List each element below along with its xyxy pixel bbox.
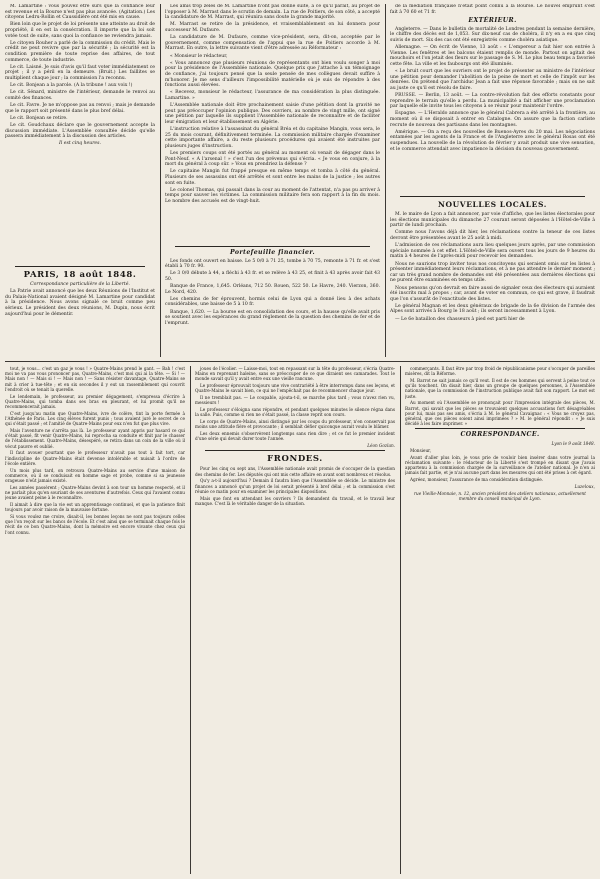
divider <box>15 266 145 267</box>
article-paragraph: L'instruction relative à l'assassinat du général Bréa et du capitaine Mangin, vous sera, le 25 du mois courant, définitivement terminée. La commission militaire chargée d'examiner cette importante affaire, a du reste plusieurs procédures qui avaient été instruites par plusieurs juges d'instruction. <box>165 127 380 149</box>
correspondance-title: CORRESPONDANCE. <box>460 431 540 439</box>
top-column-3 <box>390 4 595 192</box>
article-paragraph: M. Lamartine : vous pouvez être sûrs que la confiance leur est revenue et la Bourse n'est pas plus avancée. (Agitation.) Les citoyens Ledru-Rollin et Caussidière ont été mis en cause. <box>5 4 155 21</box>
top-column-1-paris <box>5 264 155 354</box>
article-paragraph: La candidature de M. Dufaure, comme vice-président, sera, dit-on, acceptée par le gouvernement, comme compensation de l'appui que la rue de Poitiers accorde à M. Marrast. En outre, la lettre suivante vient d'être adressée au Réformateur : <box>165 35 380 52</box>
letter-signature: Luzeloux, <box>574 483 595 489</box>
article-paragraph: Comme nous l'avons déjà dit hier, les réclamations contre la teneur de ces listes devront être présentées avant le 25 août à midi. <box>390 230 595 241</box>
article-paragraph: Le lendemain, le professeur, au premier dégagement, s'empressa d'écrire à Quatre-Mains, qui tomba dans ses bras en pleurant, et lui promit qu'il ne recommencerait jamais. <box>5 393 185 410</box>
article-paragraph: « Recevez, monsieur le rédacteur, l'assurance de ma considération la plus distinguée. Lamartine. » <box>165 90 380 101</box>
paris-dateline: PARIS, 18 août 1848. <box>23 270 137 280</box>
article-paragraph: Nous ne saurions trop inviter tous nos concitoyens qui seraient omis sur les listes à présenter immédiatement leurs réclamations, et à ne pas attendre le dernier moment ; car un très grand nombre de demandes ont été présentées aux dernières élections qui ne purent être examinées en temps utile. <box>390 261 595 284</box>
article-paragraph: Le colonel Thomas, qui passait dans la cour au moment de l'attentat, n'a pas pu arriver à temps pour sauver les victimes. La commission militaire fera son rapport à la fin du mois. Le nombre des accusés est de vingt-huit. <box>165 187 380 204</box>
article-paragraph: Banque de France, 1,645. Orléans, 712 50. Rouen, 522 50. Le Havre, 240. Vierzon, 360. Le Nord, 420. <box>165 284 380 295</box>
article-paragraph: Mais que font en attendant les ouvriers ? Ils demandent du travail, et le travail leur manque. C'est là le véritable danger de la situation. <box>195 495 395 506</box>
session-close: Il est cinq heures. <box>59 141 101 147</box>
article-paragraph: Les fonds ont ouvert en baisse. Le 5 0/0 à 71 25, tombe à 70 75, remonte à 71 fr. et s'est établi à 70 fr. 90. <box>165 258 380 270</box>
article-paragraph: L'admission de ces réclamations aura lieu quelques jours après, par une commission spéciale nommée à cet effet. L'Hôtel-de-Ville sera ouvert tous les jours de 9 heures du matin à 4 heures de l'après-midi pour recevoir les demandes. <box>390 243 595 260</box>
article-paragraph: L'Assemblée nationale doit être prochainement saisie d'une pétition dont la gravité ne peut pas préoccuper l'opinion publique. Des ouvriers, au nombre de vingt mille, ont signé une pétition par laquelle ils supplient l'Assemblée nationale de reconnaître et de faciliter leur émigration et leur établissement en Algérie. <box>165 103 380 125</box>
article-paragraph: Espagne. — L'Heraldo annonce que le général Cabrera a été arrêté à la frontière, au moment où il se disposait à entrer en Catalogne. On assure que la faction carliste recrute de nouveau des partisans dans les montagnes. <box>390 111 595 128</box>
article-paragraph: Le général Magnan et les deux généraux de brigade de la 6e division de l'armée des Alpes sont arrivés à Bourg le 18 août ; ils seront incessamment à Lyon. <box>390 303 595 315</box>
article-paragraph: Les deux ennemis s'observèrent longtemps sans rien dire ; et ce fut le premier incident d'une série qui devait durer toute l'année. <box>195 431 395 442</box>
article-paragraph: Angleterre. — Dans le bulletin de mortalité de Londres pendant la semaine dernière, le chiffre des décès est de 1,053. Sur dix-neuf cas de choléra, il n'y en a eu que cinq suivis de mort. Six des cas ont été enregistrés comme choléra asiatique. <box>390 26 595 43</box>
article-paragraph: Qu'y a-t-il aujourd'hui ? Demain il faudra bien que l'Assemblée se décide. Le ministre des finances a annoncé qu'un projet de loi serait présenté à bref délai ; et la commission s'est réunie ce matin pour en examiner les principales dispositions. <box>195 478 395 494</box>
local-news-title: NOUVELLES LOCALES. <box>438 200 547 209</box>
top-column-1 <box>5 4 155 262</box>
signature-detail: rue Vieille-Monnaie, n. 12, ancien président des ateliers nationaux, actuellement membre du conseil municipal de Lyon. <box>414 490 586 501</box>
letter-date: Lyon le 9 août 1848. <box>551 440 595 446</box>
section-title-exterieur: EXTÉRIEUR. <box>468 17 517 25</box>
article-paragraph: Un mois plus tard, on retrouva Quatre-Mains au service d'une maison de commerce, où il se conduisait en homme sage et probe, comme si sa jeunesse orageuse n'eût jamais existé. <box>5 467 185 484</box>
article-paragraph: Les premiers coups ont été portés au général au moment où venait de dégager dans le Pont-Neuf. « A l'arsenal ! » c'est l'un des prévenus qui s'écria. « Je vous en conjure, à la mort du général à coup sûr. » Vous en prendriez la défense ? <box>165 151 380 168</box>
article-paragraph: Le cit. Sénard, ministre de l'intérieur, demande le renvoi au comité des finances. <box>5 90 155 101</box>
article-paragraph: « Le bruit court que les ouvriers ont le projet de présenter au ministre de l'intérieur une pétition pour demander l'abolition de la peine de mort et celle de l'impôt sur les denrées. On prétend que l'archiduc Jean a fait une réponse favorable ; mais on ne sait au juste ce qu'il est résolu de faire. <box>390 69 595 91</box>
local-news-section <box>390 194 595 356</box>
article-paragraph: Le citoyen Rouher a parlé de la commission du crédit. Mais le crédit ne peut revivre que par la sécurité ; la sécurité est la condition première de toute reprise des affaires, de tout commerce, de toute industrie. <box>5 40 155 63</box>
article-paragraph: Le professeur s'éloigna sans répondre, et pendant quelques minutes le silence régna dans la salle. Puis, comme si rien ne s'était passé, la classe reprit son cours. <box>195 407 395 418</box>
article-paragraph: Au moment où l'Assemblée se prononçait pour l'impression intégrale des pièces, M. Barrot, qui savait que les pièces se trouvaient quelques accusations fort désagréables pour lui, mais pas ses amis, s'écria à M. le général Cavaignac : « Vous ne croyez pas, général, que ces pièces soient ainsi imprimées ? » M. le général répondit : « Je suis décidé à les faire imprimer. » <box>405 400 595 427</box>
column-rule <box>400 366 401 874</box>
divider <box>205 450 385 451</box>
divider <box>415 428 585 429</box>
article-paragraph: Avant d'aller plus loin, je vous prie de vouloir bien insérer dans votre journal la réclamation suivante : le rédacteur de la Liberté s'est trompé en disant que j'avais appartenu à la commission chargée de la surveillance de l'atelier national. Je n'en ai jamais fait partie, et je n'ai aucune part dans les mesures qui ont été prises à cet égard. <box>405 454 595 476</box>
article-paragraph: Mais l'aventure ne s'arrêta pas là. Le professeur ayant appris par hasard ce qui s'était passé, fit venir Quatre-Mains, lui reprocha sa conduite et finit par le chasser de l'établissement. Quatre-Mains, désespéré, se retira dans un coin de la ville où il vécut pauvre et oublié. <box>5 428 185 449</box>
finance-title: Portefeuille financier. <box>229 249 316 256</box>
article-paragraph: Le capitaine Mangin fut frappé presque en même temps et tomba à côté du général. Plusieurs de ses assassins ont été arrêtés et sont entre les mains de la justice ; les autres sont en fuite. <box>165 169 380 186</box>
frondes-title: FRONDES. <box>267 454 323 465</box>
article-paragraph: Il ne tremblait pas. — Le coupable, ajouta-t-il, se marche plus tard ; vous n'avez rien vu, messieurs ! <box>195 395 395 406</box>
article-paragraph: « Monsieur le rédacteur, <box>170 53 228 59</box>
article-paragraph: joues de l'écolier. — Laisse-moi, tout en repassant sur la tête du professeur, s'écria Quatre-Mains en reprenant haleine, sans se préoccuper de ce que diraient ses camarades. Tout le monde savait qu'il y avait entre eux une vieille rancune. <box>195 366 395 382</box>
author-signature: Léon Gozlan. <box>367 443 395 449</box>
column-rule <box>160 4 161 357</box>
article-paragraph: Allemagne. — On écrit de Vienne, 13 août : « L'empereur a fait hier son entrée à Vienne. Les fenêtres et les balcons étaient remplis de monde. Partout on agitait des mouchoirs et l'on jetait des fleurs sur le passage de S. M. Le plus beau temps a favorisé cette fête. La ville et les faubourgs ont été illuminés. <box>390 45 595 67</box>
top-column-2 <box>165 4 380 242</box>
bottom-column-3 <box>405 366 595 874</box>
article-paragraph: de la médiation française n'était point connu à la Bourse. Le nouvel emprunt s'est fait à 70 60 et 71 fr. <box>390 4 595 15</box>
article-paragraph: Le 3 0/0 débute à 44, a fléchi à 43 fr. et se relève à 43 25, et finit à 43 après avoir fait 43 50. <box>165 271 380 282</box>
article-paragraph: Nous pensons qu'on devrait en faire aussi de signaler ceux des électeurs qui auraient été inscrits mal à propos ; car, avant de voter en commun, ce qui est grave, il faudrait que l'on s'assurât de l'exactitude des listes. <box>390 285 595 302</box>
finance-section <box>165 244 380 356</box>
article-paragraph: Si vous voulez me croire, disait-il, les bonnes leçons ne sont pas toujours celles que l'on reçoit sur les bancs de l'école. Et c'est ainsi que se terminait chaque fois le récit de ce bon Quatre-Mains, dont la mémoire est encore vivante chez ceux qui l'ont connu. <box>5 514 185 535</box>
article-paragraph: tout, je vous... c'est un gaz je vous ! » Quatre-Mains prend le gant. — Bah ! c'est moi ne va pas vous prononcer pas, Quatre-Mains, c'est moi qui ai la tête. — Si ! — Mais non ! — Mais si ! — Mais non ! — Sans résister davantage, Quatre-Mains se mit à crier à tue-tête ; et en six secondes il y eut un rassemblement qui couvrit l'endroit où se tenait la querelle. <box>5 366 185 392</box>
article-paragraph: Bien loin que le projet de loi présente une atteinte au droit de propriété, il en est la consécration. Il importe que la loi soit votée tout de suite, sans quoi la confiance ne reviendra jamais. <box>5 22 155 39</box>
article-paragraph: Les amis trop zélés de M. Lamartine n'ont pas donné suite, à ce qu'il paraît, au projet de l'opposer à M. Marrast dans le scrutin de demain. La rue de Poitiers, de son côté, a accepté la candidature de M. Marrast, qui réunira sans doute la grande majorité. <box>165 4 380 21</box>
article-paragraph: Il faut avouer pourtant que le professeur n'avait pas tout à fait tort, car l'indiscipline de Quatre-Mains était devenue intolérable et nuisait à l'ordre de l'école entière. <box>5 450 185 466</box>
article-paragraph: M. Marrast se retire de la présidence, et vraisemblablement on lui donnera pour successeur M. Dufaure. <box>165 22 380 33</box>
article-paragraph: Il aimait à dire que la vie est un apprentissage continuel, et que la patience finit toujours par avoir raison de la mauvaise fortune. <box>5 502 185 513</box>
article-paragraph: commerçants. Il faut être par trop froid de républicanisme pour s'occuper de pareilles misères, dit la Réforme. <box>405 366 595 377</box>
article-paragraph: Agréez, monsieur, l'assurance de ma considération distinguée. <box>410 476 544 482</box>
article-paragraph: Banque, 1,620. — La bourse est en consolidation des cours, et la hausse qu'elle avait pris se soutient avec les espérances du grand règlement de la question des chemins de fer et de l'emprunt. <box>165 309 380 326</box>
article-paragraph: Le corps de Quatre-Mains, ainsi distingué par les coups du professeur, n'en conservait pas moins une attitude fière et provocante ; il semblait défier quiconque aurait voulu le blâmer. <box>195 419 395 430</box>
column-rule <box>190 366 191 874</box>
column-rule <box>385 4 386 357</box>
article-paragraph: C'est jusqu'au matin que Quatre-Mains, ivre de colère, tint la porte fermée à l'Athénée de Paris. Les cinq élèves furent punis ; tous avaient juré le secret de ce qui s'était passé ; et l'amitié de Quatre-Mains pour eux n'en fut que plus vive. <box>5 410 185 427</box>
article-paragraph: Le cit. Bonjean se retire. <box>10 115 68 121</box>
article-paragraph: « Vous annoncez que plusieurs réunions de représentants ont bien voulu songer à moi pour la présidence de l'Assemblée nationale. Quelque prix que j'attache à un témoignage de confiance, j'ai toujours pensé que la seule pensée de mes collègues devait suffire à m'honorer. Je me sens d'ailleurs l'impossibilité matérielle où je suis de répondre à des fonctions aussi élevées. <box>165 60 380 89</box>
feuilleton-separator <box>5 361 595 362</box>
article-paragraph: — Le 6e bataillon des chasseurs à pied est parti hier de <box>395 316 525 322</box>
divider <box>175 246 370 247</box>
article-paragraph: Le cit. Laisné. Je suis d'avis qu'il faut voter immédiatement ce projet ; il y a péril en la demeure. (Bruit.) Les faillites se multiplient chaque jour ; la commission l'a reconnu. <box>5 64 155 81</box>
paris-subtitle: Correspondance particulière de la Liberté. <box>30 282 130 287</box>
article-paragraph: Amérique. — On a reçu des nouvelles de Buenos-Ayres du 20 mai. Les négociations entamées par les agents de la France et de l'Angleterre avec le général Rosas ont été suspendues. La nouvelle de la révolution de février y avait produit une vive sensation, et le commerce attendait avec impatience la décision du nouveau gouvernement. <box>390 129 595 152</box>
divider <box>400 196 585 197</box>
article-paragraph: M. Barrot ne sait jamais ce qu'il veut. Il est de ces hommes qui servent à peine tout ce qu'ils touchent. On disait hier, dans un groupe de quelques personnes, à l'Assemblée nationale, que la commission de l'instruction publique avait fait son rapport. Le mot est juste. <box>405 378 595 399</box>
letter-salutation: Monsieur, <box>410 447 432 453</box>
article-paragraph: La Patrie avait annoncé que les deux Réunions de l'Institut et du Palais-National avaient désigné M. Lamartine pour candidat à la présidence. Nous avons signalé ce bruit comme peu sérieux. Le président des deux réunions, M. Dupin, nous écrit aujourd'hui pour le démentir. <box>5 289 155 317</box>
article-paragraph: Le professeur éprouvait toujours une vive contrariété à être interrompu dans ses leçons, et Quatre-Mains le savait bien, ce qui ne l'empêchait pas de recommencer chaque jour. <box>195 383 395 394</box>
bottom-column-1 <box>5 366 185 874</box>
bottom-column-2 <box>195 366 395 874</box>
article-paragraph: Le cit. Favre. Je ne m'oppose pas au renvoi ; mais je demande que le rapport soit présenté dans le plus bref délai. <box>5 103 155 114</box>
article-paragraph: Les années passèrent ; Quatre-Mains devint à son tour un homme respecté, et il ne parlait plus qu'en souriant de ses aventures d'autrefois. Ceux qui l'avaient connu jeune avaient peine à le reconnaître. <box>5 484 185 501</box>
article-paragraph: Pour les cinq ou sept ans, l'Assemblée nationale avait promis de s'occuper de la question des chemins de fer. Les députés qui ont mis cette affaire en avant sont nombreux et résolus. <box>195 466 395 477</box>
article-paragraph: M. le maire de Lyon a fait annoncer, par voie d'affiche, que les listes électorales pour les élections municipales du dimanche 27 courant seront déposées à l'Hôtel-de-Ville à partir de lundi prochain. <box>390 212 595 229</box>
article-paragraph: Le cit. Goudchaux déclare que le gouvernement accepte la discussion immédiate. L'Assemblée consultée décide qu'elle passera immédiatement à la discussion des articles. <box>5 123 155 140</box>
article-paragraph: Le cit. Bonjean a la parole. (A la tribune ! aux voix !) <box>10 83 133 89</box>
article-paragraph: PRUSSE. — Berlin, 13 août. — La contre-révolution fait des efforts constants pour reprendre le terrain qu'elle a perdu. La municipalité a fait afficher une proclamation par laquelle elle invite tous les citoyens à se réunir pour maintenir l'ordre. <box>390 93 595 110</box>
article-paragraph: Les chemins de fer éprouvent, hormis celui de Lyon qui a donné lieu à des achats considérables, une baisse de 5 à 10 fr. <box>165 296 380 308</box>
